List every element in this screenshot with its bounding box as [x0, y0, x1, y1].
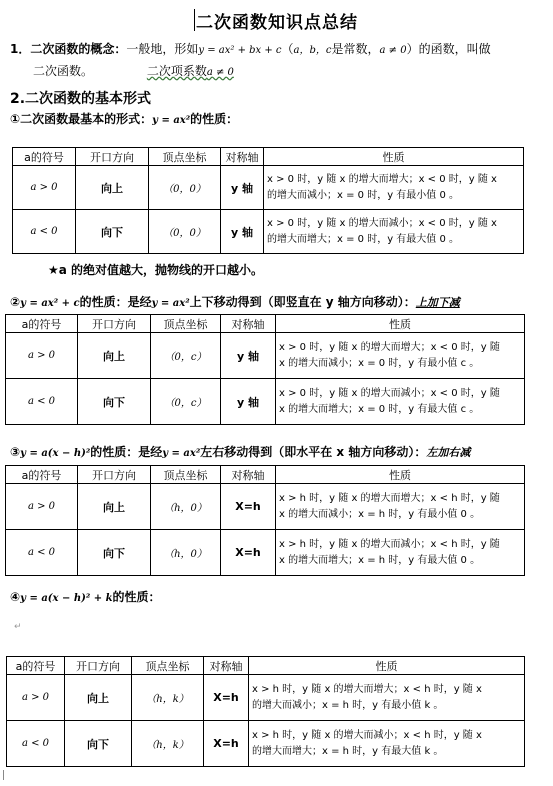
coefficient-note [147, 64, 234, 78]
table-row [13, 210, 524, 254]
cell-axis: X=h [204, 675, 249, 721]
hint-up-add-down-sub: 上加下减 [415, 296, 460, 309]
cell-prop: x > h 时，y 随 x 的增大而减小；x < h 时，y 随 x 的增大而增大；x = h 时，y 有最大值 0 。 [276, 530, 525, 576]
cell-axis: X=h [204, 721, 249, 767]
cell-sign: a > 0 [6, 333, 78, 379]
cell-axis: y 轴 [221, 166, 264, 210]
coefficient-cond: a ≠ 0 [206, 67, 234, 78]
header-open: 开口方向 [78, 315, 151, 333]
margin-marker [3, 770, 4, 780]
cell-sign: a < 0 [13, 210, 76, 254]
subsection-3-heading: ③y = a(x − h)²的性质：是经y = ax²左右移动得到（即水平在 x 轴方向移动）：左加右减 [10, 445, 471, 459]
cell-prop: x > 0 时，y 随 x 的增大而增大；x < 0 时，y 随 x 的增大而减小；x = 0 时，y 有最小值 c 。 [276, 333, 525, 379]
cell-axis: X=h [221, 530, 276, 576]
cell-vertex: （h，k） [132, 721, 204, 767]
header-axis: 对称轴 [221, 466, 276, 484]
header-axis: 对称轴 [221, 315, 276, 333]
subsection-1-formula: y = ax² [152, 115, 191, 126]
cell-axis: y 轴 [221, 210, 264, 254]
cell-axis: y 轴 [221, 379, 276, 425]
cell-sign: a > 0 [6, 484, 78, 530]
definition-line-1 [10, 40, 491, 57]
header-open: 开口方向 [78, 466, 151, 484]
section-2-title: 2.二次函数的基本形式 [10, 91, 152, 107]
cursor-bar [194, 9, 195, 31]
table-row [6, 484, 525, 530]
header-vertex: 顶点坐标 [151, 315, 221, 333]
header-vertex: 顶点坐标 [151, 466, 221, 484]
page-title: 二次函数知识点总结 [196, 13, 358, 33]
definition-cond: a ≠ 0 [379, 45, 407, 56]
header-sign: a的符号 [6, 466, 78, 484]
cell-sign: a < 0 [6, 379, 78, 425]
cell-vertex: （h，k） [132, 675, 204, 721]
header-prop: 性质 [264, 148, 524, 166]
header-open: 开口方向 [76, 148, 149, 166]
cell-sign: a > 0 [7, 675, 65, 721]
properties-table-3 [5, 465, 525, 576]
section-number: 1． [10, 42, 31, 56]
header-prop: 性质 [249, 657, 525, 675]
table-row [13, 166, 524, 210]
properties-table-4 [6, 656, 525, 767]
table-row [6, 379, 525, 425]
cell-open: 向下 [78, 379, 151, 425]
subsection-2-heading: ②y = ax² + c的性质：是经y = ax²上下移动得到（即竖直在 y 轴方向移动）：上加下减 [10, 295, 460, 309]
cell-vertex: （0，0） [149, 166, 221, 210]
cell-vertex: （0，0） [149, 210, 221, 254]
table-row [6, 333, 525, 379]
cell-prop: x > 0 时，y 随 x 的增大而减小；x < 0 时，y 随 x 的增大而增大；x = 0 时，y 有最大值 0 。 [264, 210, 524, 254]
cell-axis: y 轴 [221, 333, 276, 379]
subsection-1-label: ①二次函数最基本的形式： [10, 112, 153, 126]
cell-prop: x > 0 时，y 随 x 的增大而增大；x < 0 时，y 随 x 的增大而减小；x = 0 时，y 有最小值 0 。 [264, 166, 524, 210]
cell-prop: x > 0 时，y 随 x 的增大而减小；x < 0 时，y 随 x 的增大而增大；x = 0 时，y 有最大值 c 。 [276, 379, 525, 425]
cell-axis: X=h [221, 484, 276, 530]
header-sign: a的符号 [7, 657, 65, 675]
definition-line2-a: 二次函数。 [33, 64, 94, 78]
hint-left-add-right-sub: 左加右减 [426, 446, 471, 459]
definition-text-a: 一般地，形如 [126, 42, 199, 56]
cell-open: 向下 [76, 210, 149, 254]
definition-line-2 [33, 62, 234, 79]
subsection-1-heading [10, 110, 238, 127]
header-axis: 对称轴 [204, 657, 249, 675]
cell-open: 向上 [65, 675, 132, 721]
properties-table-1 [12, 147, 524, 254]
header-sign: a的符号 [6, 315, 78, 333]
cell-prop: x > h 时，y 随 x 的增大而减小；x < h 时，y 随 x 的增大而增大；x = h 时，y 有最大值 k 。 [249, 721, 525, 767]
header-open: 开口方向 [65, 657, 132, 675]
cell-vertex: （h，0） [151, 530, 221, 576]
cell-vertex: （0，c） [151, 333, 221, 379]
header-prop: 性质 [276, 466, 525, 484]
definition-text-d: ）的函数，叫做 [406, 42, 491, 56]
cell-open: 向上 [78, 333, 151, 379]
cell-vertex: （0，c） [151, 379, 221, 425]
cell-open: 向上 [78, 484, 151, 530]
cell-vertex: （h，0） [151, 484, 221, 530]
star-note: ★a 的绝对值越大，抛物线的开口越小。 [48, 263, 264, 277]
paragraph-mark: ↵ [14, 622, 22, 632]
cell-open: 向下 [78, 530, 151, 576]
definition-text-c: 是常数， [331, 42, 380, 56]
subsection-1-suffix: 的性质： [190, 112, 239, 126]
cell-prop: x > h 时，y 随 x 的增大而增大；x < h 时，y 随 x 的增大而减小；x = h 时，y 有最小值 k 。 [249, 675, 525, 721]
definition-label: 二次函数的概念： [30, 42, 127, 56]
subsection-4-heading: ④y = a(x − h)² + k的性质： [10, 590, 161, 604]
cell-sign: a < 0 [6, 530, 78, 576]
header-prop: 性质 [276, 315, 525, 333]
header-axis: 对称轴 [221, 148, 264, 166]
table-row [7, 721, 525, 767]
cell-prop: x > h 时，y 随 x 的增大而增大；x < h 时，y 随 x 的增大而减小；x = h 时，y 有最小值 0 。 [276, 484, 525, 530]
table-row [7, 675, 525, 721]
table-row [6, 530, 525, 576]
cell-sign: a < 0 [7, 721, 65, 767]
cell-open: 向上 [76, 166, 149, 210]
definition-formula: y = ax² + bx + c [198, 45, 282, 56]
header-vertex: 顶点坐标 [132, 657, 204, 675]
cell-sign: a > 0 [13, 166, 76, 210]
properties-table-2 [5, 314, 525, 425]
definition-text-b: （ [281, 42, 294, 56]
header-vertex: 顶点坐标 [149, 148, 221, 166]
header-sign: a的符号 [13, 148, 76, 166]
definition-vars: a，b，c [293, 45, 332, 56]
cell-open: 向下 [65, 721, 132, 767]
coefficient-label: 二次项系数 [146, 64, 207, 78]
